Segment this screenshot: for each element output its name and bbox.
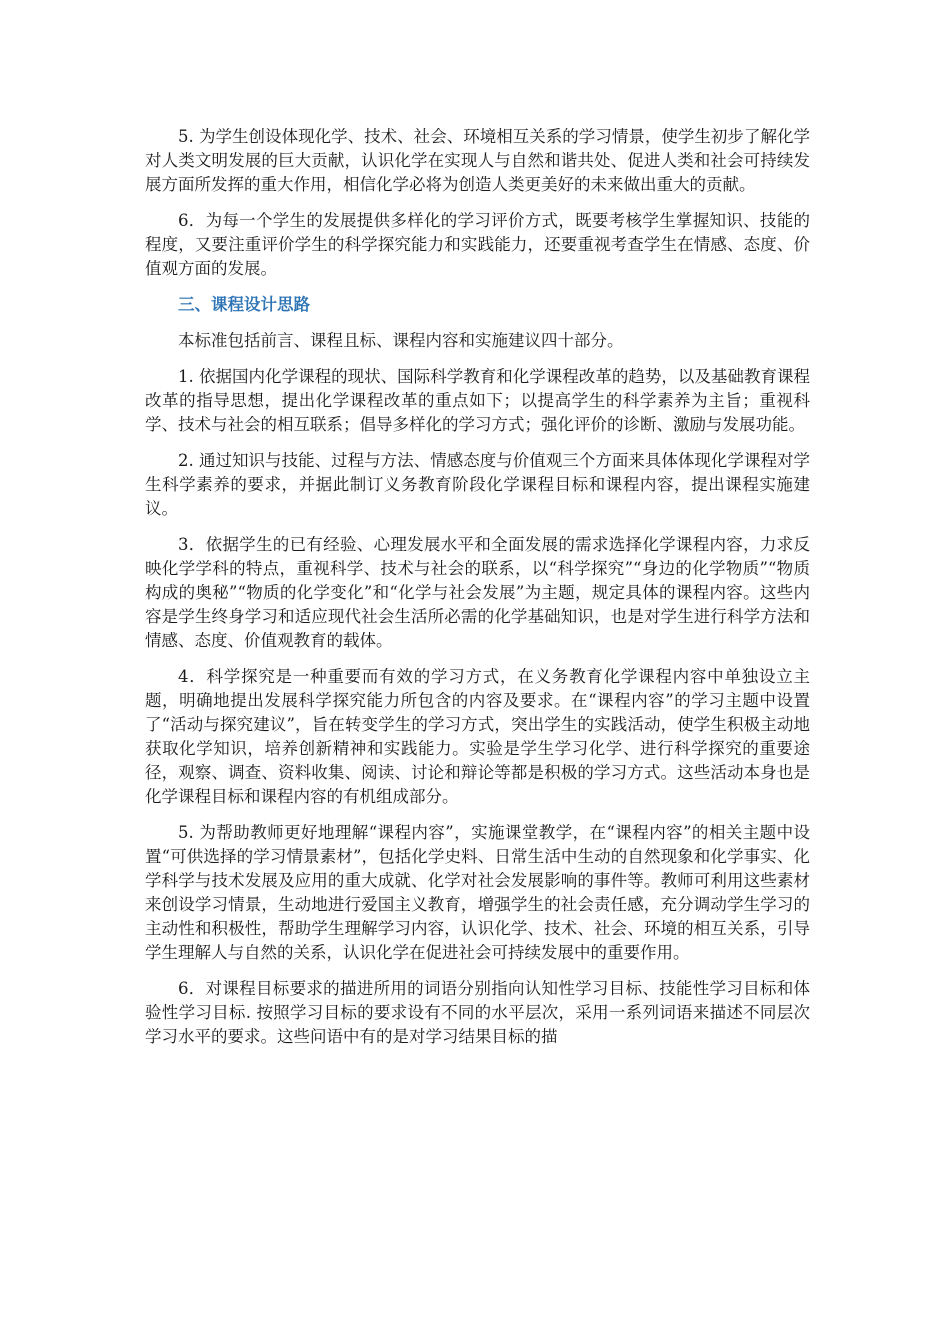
paragraph-goal-6: 6．为每一个学生的发展提供多样化的学习评价方式，既要考核学生掌握知识、技能的程度，又要注重评价学生的科学探究能力和实践能力，还要重视考查学生在情感、态度、价值观方面的发展。 — [145, 211, 810, 278]
document-page — [145, 125, 810, 1061]
paragraph-design-2: 2. 通过知识与技能、过程与方法、情感态度与价值观三个方面来具体体现化学课程对学生科学素养的要求，并据此制订义务教育阶段化学课程目标和课程内容，提出课程实施建议。 — [145, 451, 810, 518]
paragraph-design-6: 6．对课程目标要求的描进所用的词语分别指向认知性学习目标、技能性学习目标和体验性学习目标. 按照学习目标的要求设有不同的水平层次，采用一系列词语来描述不同层次学习水平的要求。这些问语中有的是对学习结果目标的描 — [145, 979, 810, 1046]
paragraph-design-1: 1. 依据国内化学课程的现状、国际科学教育和化学课程改革的趋势，以及基础教育课程改革的指导思想，提出化学课程改革的重点如下；以提高学生的科学素养为主旨；重视科学、技术与社会的相互联系；倡导多样化的学习方式；强化评价的诊断、激励与发展功能。 — [145, 367, 810, 434]
paragraph-design-3: 3．依据学生的已有经验、心理发展水平和全面发展的需求选择化学课程内容，力求反映化学学科的特点，重视科学、技术与社会的联系，以“科学探究”“身边的化学物质”“物质构成的奥秘”“物质的化学变化”和“化学与社会发展”为主题，规定具体的课程内容。这些内容是学生终身学习和适应现代社会生活所必需的化学基础知识，也是对学生进行科学方法和情感、态度、价值观教育的载体。 — [145, 535, 810, 650]
paragraph-design-5: 5. 为帮助教师更好地理解“课程内容”，实施课堂教学，在“课程内容”的相关主题中设置“可供选择的学习情景素材”，包括化学史料、日常生活中生动的自然现象和化学事实、化学科学与技术发展及应用的重大成就、化学对社会发展影响的事件等。教师可利用这些素材来创设学习情景，生动地进行爱国主义教育，增强学生的社会责任感，充分调动学生学习的主动性和积极性，帮助学生理解学习内容，认识化学、技术、社会、环境的相互关系，引导学生理解人与自然的关系，认识化学在促进社会可持续发展中的重要作用。 — [145, 823, 810, 962]
paragraph-intro: 本标准包括前言、课程且标、课程内容和实施建议四十部分。 — [178, 331, 624, 350]
paragraph-design-4: 4．科学探究是一种重要而有效的学习方式，在义务教育化学课程内容中单独设立主题，明确地提出发展科学探究能力所包含的内容及要求。在“课程内容”的学习主题中设置了“活动与探究建议”，旨在转变学生的学习方式，突出学生的实践活动，使学生积极主动地获取化学知识，培养创新精神和实践能力。实验是学生学习化学、进行科学探究的重要途径，观察、调查、资料收集、阅读、讨论和辩论等都是积极的学习方式。这些活动本身也是化学课程目标和课程内容的有机组成部分。 — [145, 667, 810, 806]
section-heading: 三、课程设计思路 — [178, 295, 310, 314]
paragraph-goal-5: 5. 为学生创设体现化学、技术、社会、环境相互关系的学习情景，使学生初步了解化学对人类文明发展的巨大贡献，认识化学在实现人与自然和谐共处、促进人类和社会可持续发展方面所发挥的重大作用，相信化学必将为创造人类更美好的未来做出重大的贡献。 — [145, 127, 810, 194]
